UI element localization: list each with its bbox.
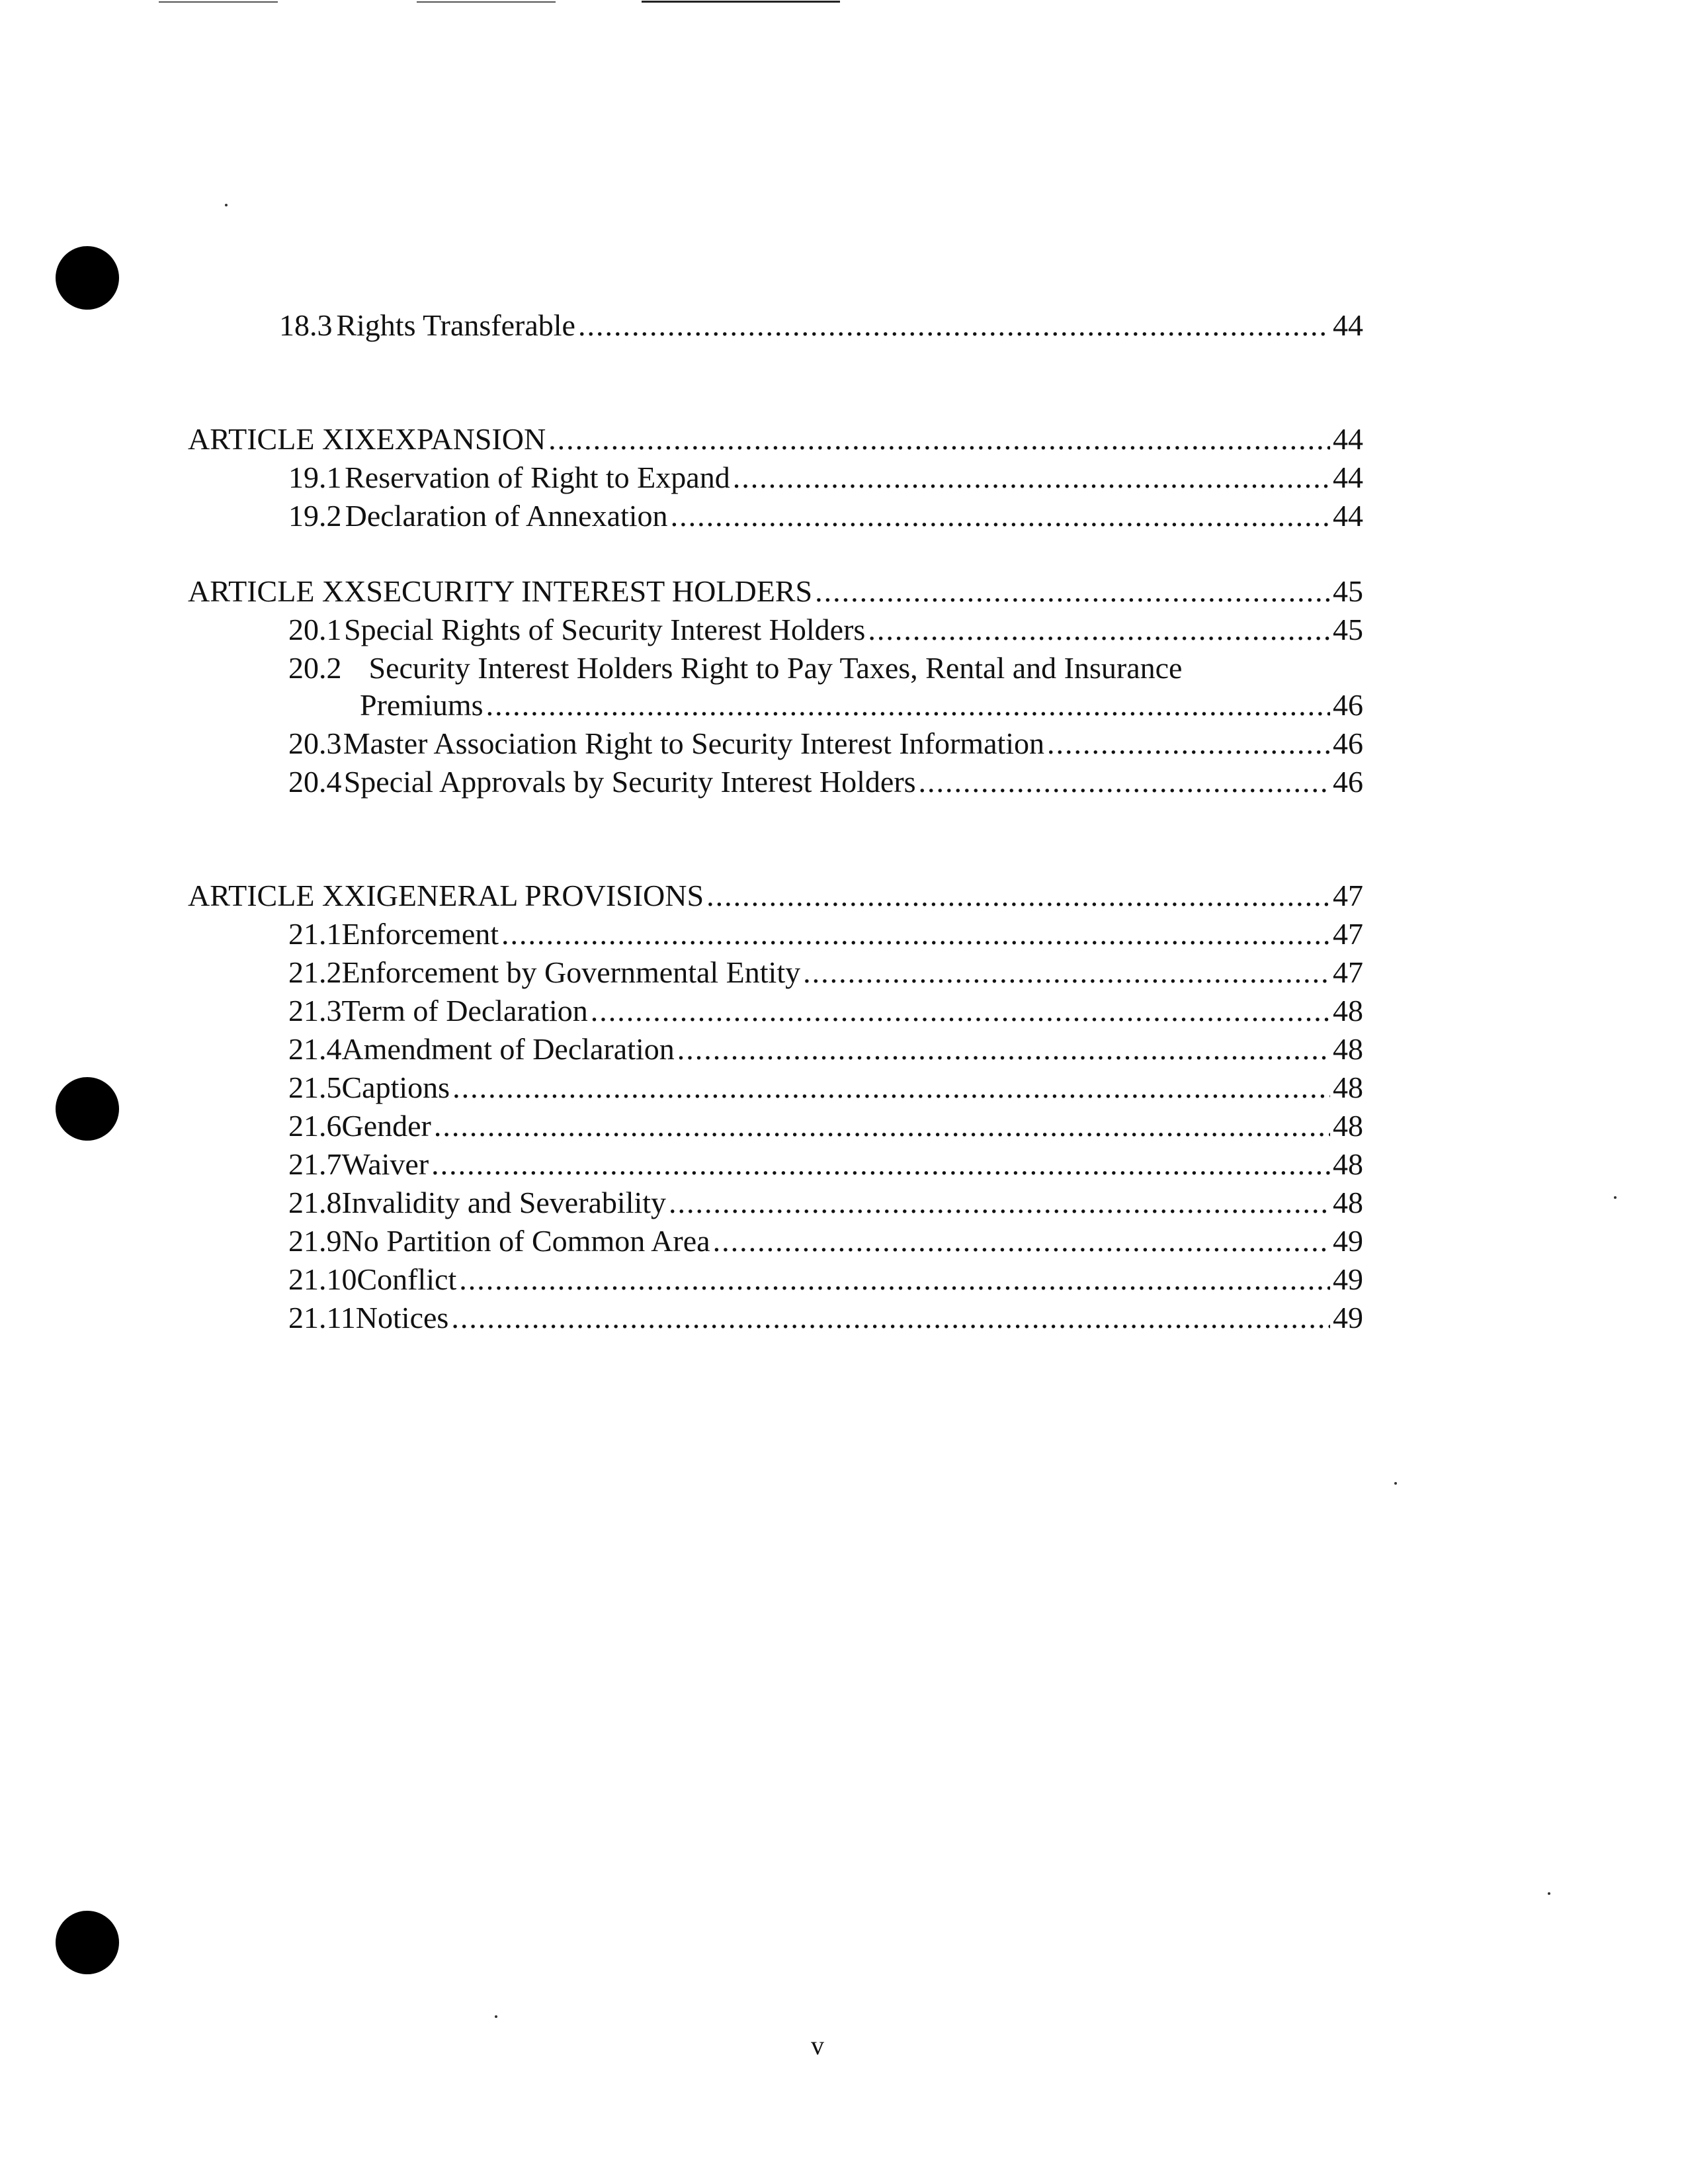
toc-entry-title: Enforcement by Governmental Entity bbox=[341, 955, 801, 989]
toc-entry-21-9 bbox=[288, 1223, 1363, 1260]
toc-page-number: 48 bbox=[1333, 994, 1363, 1027]
dot-leader bbox=[815, 573, 1330, 610]
punch-hole bbox=[56, 246, 119, 310]
dot-leader bbox=[486, 687, 1330, 724]
toc-entry-number: 21.4 bbox=[288, 1032, 342, 1066]
dot-leader bbox=[591, 992, 1330, 1029]
toc-page-number: 46 bbox=[1333, 726, 1363, 760]
toc-entry-21-1 bbox=[288, 916, 1363, 953]
toc-entry-number: 21.7 bbox=[288, 1147, 342, 1181]
toc-page-number: 49 bbox=[1333, 1224, 1363, 1258]
toc-entry-title: Rights Transferable bbox=[336, 308, 575, 342]
scan-artifact-line bbox=[642, 1, 840, 3]
toc-entry-20-4 bbox=[288, 764, 1363, 801]
dot-leader bbox=[459, 1261, 1330, 1298]
punch-hole bbox=[56, 1911, 119, 1974]
dot-leader bbox=[451, 1299, 1330, 1336]
toc-page-number: 44 bbox=[1333, 499, 1363, 533]
toc-article-title: GENERAL PROVISIONS bbox=[376, 879, 704, 912]
scan-artifact-line bbox=[159, 1, 278, 3]
toc-entry-20-2-first-line bbox=[288, 650, 1182, 687]
toc-entry-number: 20.2 bbox=[288, 651, 342, 685]
dot-leader bbox=[671, 498, 1330, 535]
toc-entry-number: 21.8 bbox=[288, 1186, 342, 1219]
toc-entry-number: 21.2 bbox=[288, 955, 342, 989]
toc-entry-title: Gender bbox=[341, 1109, 431, 1143]
toc-entry-21-5 bbox=[288, 1069, 1363, 1106]
toc-entry-title: Enforcement bbox=[341, 917, 499, 951]
toc-entry-number: 21.3 bbox=[288, 994, 342, 1027]
toc-entry-21-11 bbox=[288, 1299, 1363, 1336]
toc-page-number: 48 bbox=[1333, 1032, 1363, 1066]
dot-leader bbox=[669, 1184, 1330, 1221]
toc-entry-title: No Partition of Common Area bbox=[341, 1224, 710, 1258]
toc-page-number: 46 bbox=[1333, 765, 1363, 799]
toc-page-number: 48 bbox=[1333, 1147, 1363, 1181]
dot-leader bbox=[803, 954, 1330, 991]
toc-page-number: 48 bbox=[1333, 1109, 1363, 1143]
toc-article-xxi bbox=[188, 877, 1363, 914]
toc-entry-number: 20.3 bbox=[288, 726, 342, 760]
dot-leader bbox=[706, 877, 1330, 914]
toc-entry-21-8 bbox=[288, 1184, 1363, 1221]
toc-entry-number: 21.1 bbox=[288, 917, 342, 951]
dot-leader bbox=[1047, 725, 1330, 762]
toc-entry-number: 21.11 bbox=[288, 1301, 356, 1334]
scan-speck bbox=[495, 2015, 497, 2018]
toc-entry-title: Special Rights of Security Interest Holders bbox=[344, 613, 866, 646]
toc-entry-number: 19.2 bbox=[288, 499, 342, 533]
toc-page-number: 48 bbox=[1333, 1186, 1363, 1219]
toc-entry-title: Master Association Right to Security Interest Information bbox=[343, 726, 1045, 760]
toc-entry-title: Conflict bbox=[357, 1262, 457, 1296]
toc-entry-21-10 bbox=[288, 1261, 1363, 1298]
toc-article-title: EXPANSION bbox=[376, 422, 546, 456]
toc-entry-21-7 bbox=[288, 1146, 1363, 1183]
toc-page-number: 49 bbox=[1333, 1262, 1363, 1296]
toc-page-number: 47 bbox=[1333, 879, 1363, 912]
toc-entry-21-4 bbox=[288, 1031, 1363, 1068]
toc-entry-20-3 bbox=[288, 725, 1363, 762]
dot-leader bbox=[501, 916, 1330, 953]
footer-page-number: v bbox=[811, 2031, 824, 2060]
toc-page-number: 44 bbox=[1333, 422, 1363, 456]
dot-leader bbox=[919, 764, 1330, 801]
toc-article-xx bbox=[188, 573, 1363, 610]
dot-leader bbox=[431, 1146, 1330, 1183]
toc-entry-number: 18.3 bbox=[279, 308, 333, 342]
dot-leader bbox=[677, 1031, 1330, 1068]
toc-entry-21-3 bbox=[288, 992, 1363, 1029]
toc-entry-title: Security Interest Holders Right to Pay Taxes, Rental and Insurance bbox=[368, 651, 1183, 685]
scan-speck bbox=[225, 204, 228, 206]
toc-entry-title: Declaration of Annexation bbox=[345, 499, 668, 533]
toc-entry-20-1 bbox=[288, 611, 1363, 648]
toc-entry-21-2 bbox=[288, 954, 1363, 991]
punch-hole bbox=[56, 1077, 119, 1141]
dot-leader bbox=[733, 459, 1330, 496]
toc-page-number: 47 bbox=[1333, 917, 1363, 951]
toc-page-number: 45 bbox=[1333, 613, 1363, 646]
toc-entry-20-2-second-line bbox=[360, 687, 1363, 724]
dot-leader bbox=[713, 1223, 1330, 1260]
dot-leader bbox=[548, 421, 1330, 458]
toc-article-xix bbox=[188, 421, 1363, 458]
toc-page-number: 45 bbox=[1333, 574, 1363, 608]
toc-entry-number: 21.9 bbox=[288, 1224, 342, 1258]
toc-entry-number: 20.4 bbox=[288, 765, 342, 799]
toc-article-number: ARTICLE XXI bbox=[188, 879, 376, 912]
toc-page-number: 44 bbox=[1333, 460, 1363, 494]
scan-speck bbox=[1614, 1196, 1617, 1199]
dot-leader bbox=[434, 1108, 1330, 1145]
toc-entry-19-2 bbox=[288, 498, 1363, 535]
toc-entry-title: Amendment of Declaration bbox=[341, 1032, 675, 1066]
toc-article-number: ARTICLE XIX bbox=[188, 422, 376, 456]
scan-speck bbox=[1394, 1482, 1397, 1485]
toc-page-number: 48 bbox=[1333, 1070, 1363, 1104]
toc-page-number: 44 bbox=[1333, 308, 1363, 342]
toc-entry-title: Term of Declaration bbox=[341, 994, 588, 1027]
toc-article-number: ARTICLE XX bbox=[188, 574, 366, 608]
toc-entry-title: Waiver bbox=[341, 1147, 429, 1181]
toc-entry-number: 20.1 bbox=[288, 613, 342, 646]
dot-leader bbox=[868, 611, 1330, 648]
toc-entry-title: Captions bbox=[341, 1070, 450, 1104]
scan-speck bbox=[1548, 1892, 1550, 1895]
scan-artifact-line bbox=[417, 1, 556, 3]
toc-page-number: 47 bbox=[1333, 955, 1363, 989]
toc-article-title: SECURITY INTEREST HOLDERS bbox=[366, 574, 813, 608]
toc-entry-title: Reservation of Right to Expand bbox=[345, 460, 730, 494]
toc-page-number: 46 bbox=[1333, 688, 1363, 722]
dot-leader bbox=[452, 1069, 1330, 1106]
dot-leader bbox=[578, 307, 1330, 344]
toc-entry-18-3 bbox=[279, 307, 1363, 344]
toc-entry-number: 19.1 bbox=[288, 460, 342, 494]
toc-entry-number: 21.6 bbox=[288, 1109, 342, 1143]
toc-entry-21-6 bbox=[288, 1108, 1363, 1145]
toc-entry-title: Invalidity and Severability bbox=[341, 1186, 667, 1219]
toc-entry-title-continued: Premiums bbox=[360, 688, 484, 722]
toc-entry-number: 21.5 bbox=[288, 1070, 342, 1104]
toc-page-number: 49 bbox=[1333, 1301, 1363, 1334]
toc-entry-number: 21.10 bbox=[288, 1262, 357, 1296]
toc-entry-title: Special Approvals by Security Interest Holders bbox=[343, 765, 916, 799]
toc-entry-19-1 bbox=[288, 459, 1363, 496]
toc-entry-title: Notices bbox=[355, 1301, 449, 1334]
